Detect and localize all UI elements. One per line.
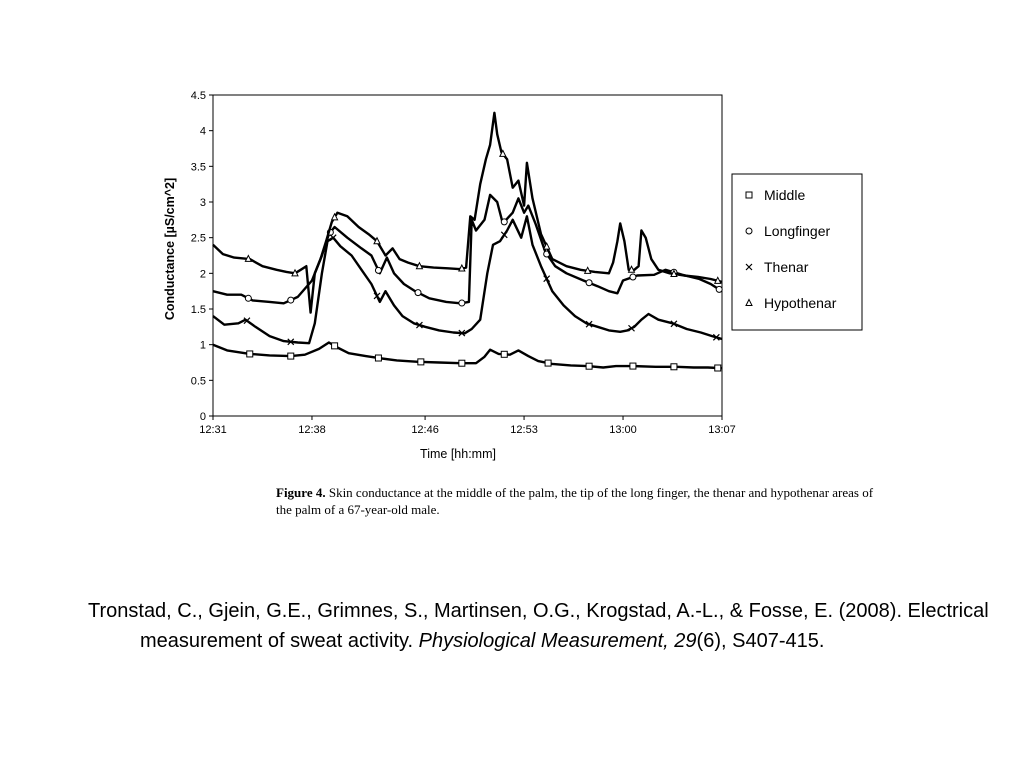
data-point-longfinger	[716, 286, 722, 292]
data-point-middle	[247, 351, 253, 357]
series-hypothenar	[213, 113, 722, 313]
data-point-middle	[545, 360, 551, 366]
series-layer	[213, 113, 722, 371]
data-point-longfinger	[415, 290, 421, 296]
data-point-longfinger	[375, 267, 381, 273]
legend-marker-middle	[746, 192, 752, 198]
legend-label-thenar: Thenar	[764, 259, 809, 275]
y-axis-title: Conductance [µS/cm^2]	[163, 177, 177, 321]
y-tick-label: 4.5	[190, 90, 206, 102]
y-tick-label: 2	[199, 268, 206, 281]
y-axis-ticks	[191, 90, 213, 423]
x-axis-title: Time [hh:mm]	[420, 447, 496, 461]
figure-caption	[276, 484, 876, 518]
x-tick-label: 13:00	[609, 424, 637, 436]
data-point-middle	[586, 363, 592, 369]
data-point-longfinger	[459, 300, 465, 306]
series-middle	[213, 343, 722, 371]
data-point-middle	[459, 360, 465, 366]
data-point-middle	[288, 353, 294, 359]
y-tick-label: 3.5	[190, 161, 206, 174]
legend-label-hypothenar: Hypothenar	[764, 295, 837, 311]
x-tick-label: 12:53	[510, 424, 538, 436]
data-point-middle	[375, 355, 381, 361]
data-point-middle	[501, 351, 507, 357]
figure-caption-text: Skin conductance at the middle of the palm, the tip of the long finger, the thenar and hypothenar areas of the palm of a 67-year-old male.	[276, 485, 874, 517]
figure-label: Figure 4.	[276, 485, 326, 500]
citation-issue-pages: (6), S407-415.	[696, 630, 825, 652]
data-point-middle	[418, 359, 424, 365]
data-point-middle	[332, 343, 338, 349]
y-tick-label: 1	[199, 339, 206, 352]
citation-authors: Tronstad, C., Gjein, G.E., Grimnes, S., Martinsen, O.G., Krogstad, A.-L., & Fosse, E. (2008). Electrical measurement of sweat activity.	[88, 600, 989, 652]
legend-label-longfinger: Longfinger	[764, 223, 831, 239]
legend-marker-longfinger	[746, 228, 752, 234]
data-point-longfinger	[501, 219, 507, 225]
data-point-middle	[671, 364, 677, 370]
x-tick-label: 12:38	[298, 424, 326, 436]
x-tick-label: 13:07	[708, 424, 736, 436]
y-tick-label: 2.5	[190, 232, 206, 245]
data-point-longfinger	[630, 274, 636, 280]
data-point-longfinger	[586, 280, 592, 286]
data-point-middle	[715, 365, 721, 371]
data-point-longfinger	[288, 297, 294, 303]
x-axis-ticks	[199, 416, 736, 436]
legend-label-middle: Middle	[764, 187, 806, 203]
legend	[732, 174, 862, 330]
y-tick-label: 0.5	[190, 375, 206, 388]
citation	[88, 596, 1000, 656]
y-tick-label: 4	[199, 125, 206, 138]
data-point-middle	[630, 363, 636, 369]
y-tick-label: 3	[199, 197, 206, 209]
citation-journal: Physiological Measurement, 29	[418, 630, 697, 652]
data-point-longfinger	[245, 295, 251, 301]
y-tick-label: 0	[199, 411, 206, 423]
x-tick-label: 12:31	[199, 424, 227, 436]
x-tick-label: 12:46	[411, 424, 439, 436]
series-line-hypothenar	[213, 113, 722, 313]
y-tick-label: 1.5	[190, 304, 206, 316]
